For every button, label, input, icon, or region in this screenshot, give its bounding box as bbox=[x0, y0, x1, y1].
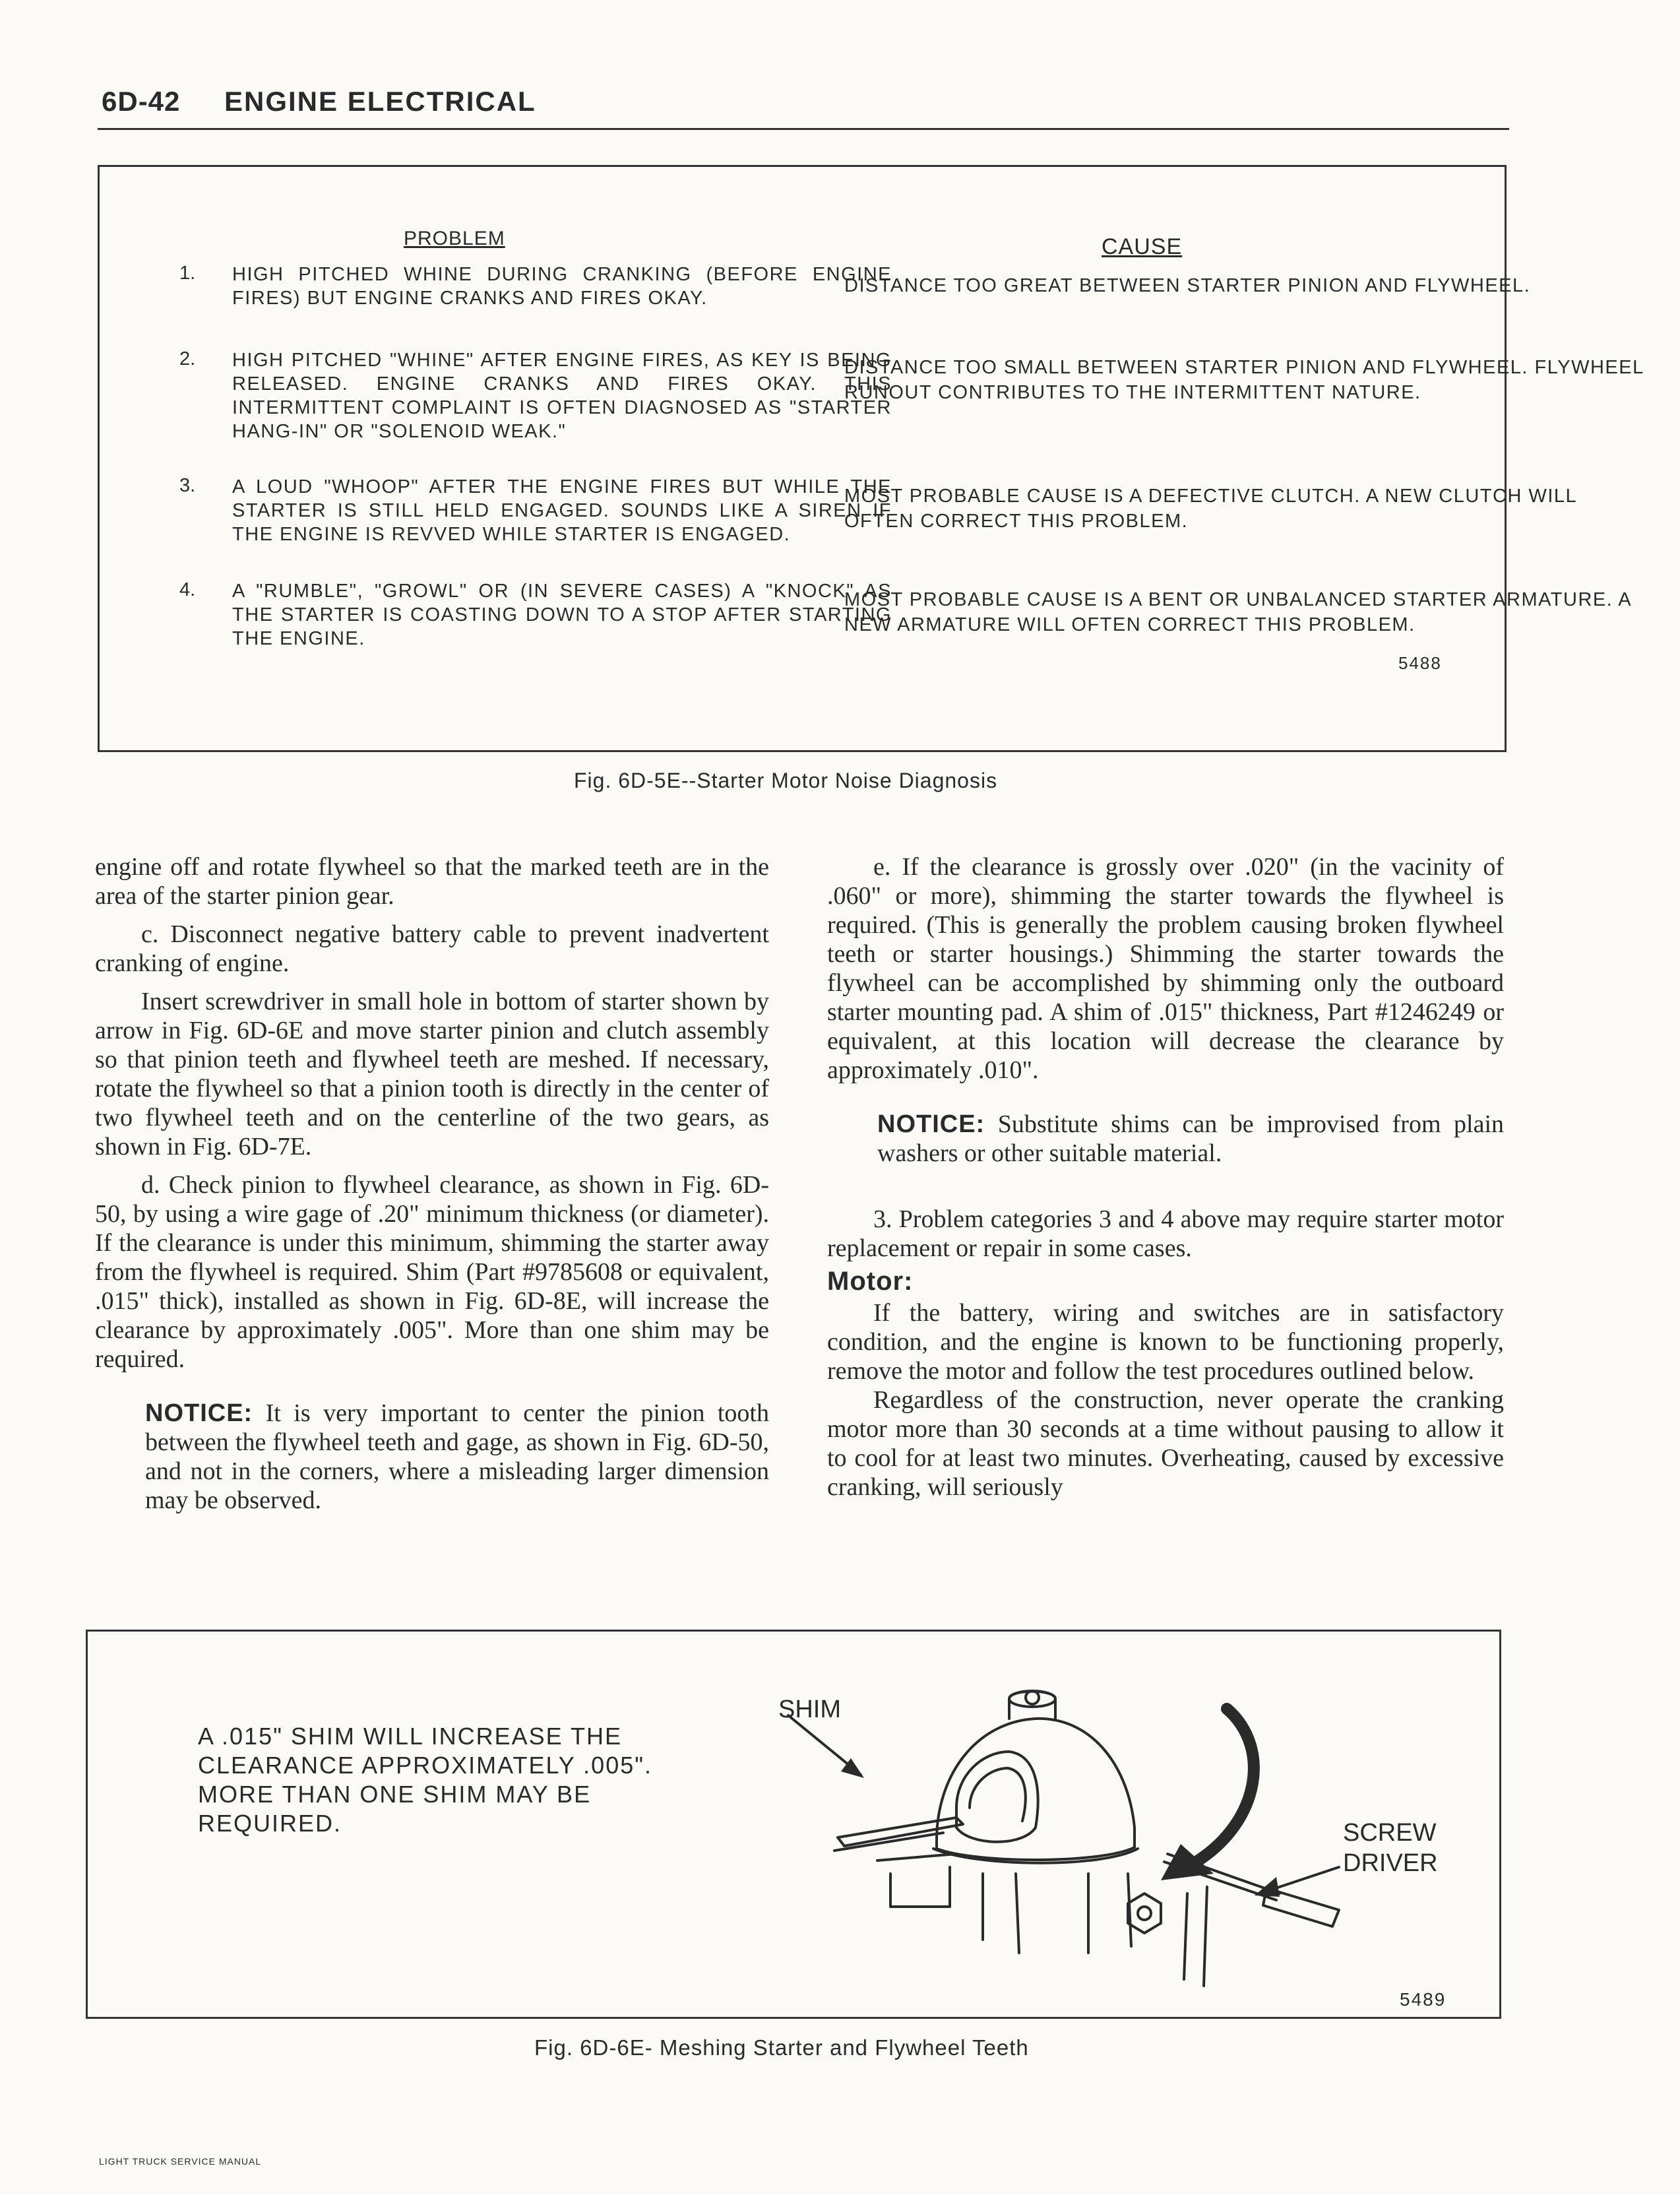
section-title: ENGINE ELECTRICAL bbox=[224, 86, 536, 117]
problem-heading: PROBLEM bbox=[404, 228, 505, 249]
rotation-arrow bbox=[1187, 1709, 1254, 1867]
paragraph: c. Disconnect negative battery cable to prevent inadvertent cranking of engine. bbox=[95, 920, 769, 977]
paragraph: Regardless of the construction, never operate the cranking motor more than 30 seconds at a time without pausing to allow it to cool for at least two minutes. Overheating, caused by excessive cranking, will seriously bbox=[827, 1386, 1504, 1501]
paragraph: If the battery, wiring and switches are in satisfactory condition, and the engine is known to be functioning properly, remove the motor and follow the test procedures outlined below. bbox=[827, 1299, 1504, 1385]
figure-code: 5489 bbox=[1400, 1989, 1447, 2010]
page-number: 6D-42 bbox=[102, 86, 181, 117]
notice-text: It is very important to center the pinion tooth between the flywheel teeth and gage, as shown in Fig. 6D-50, and not in the corners, where a misleading larger dimension may be observed. bbox=[145, 1399, 769, 1514]
paragraph: e. If the clearance is grossly over .020" (in the vacinity of .060" or more), shimming the starter towards the flywheel is required. (This is generally the problem causing broken flywheel teeth or starter housings.) Shimming the starter towards the flywheel can be accomplished by shimming only the outboard starter mounting pad. A shim of .015" thickness, Part #1246249 or equivalent, at this location will decrease the clearance by approximately .010". bbox=[827, 853, 1504, 1084]
motor-heading: Motor: bbox=[827, 1267, 914, 1296]
notice bbox=[95, 1399, 769, 1515]
figure-caption: Fig. 6D-6E- Meshing Starter and Flywheel Teeth bbox=[534, 2035, 1029, 2060]
base-flange bbox=[877, 1854, 956, 1861]
notice-label: NOTICE: bbox=[145, 1399, 253, 1427]
terminal-hole bbox=[1026, 1691, 1039, 1704]
cause-text: DISTANCE TOO SMALL BETWEEN STARTER PINION AND FLYWHEEL. FLYWHEEL RUNOUT CONTRIBUTES TO THE INTERMITTENT NATURE. bbox=[844, 357, 1644, 403]
header-rule bbox=[98, 128, 1509, 130]
left-column bbox=[95, 852, 769, 1515]
paragraph: engine off and rotate flywheel so that the marked teeth are in the area of the starter pinion gear. bbox=[95, 853, 769, 910]
cause-text: MOST PROBABLE CAUSE IS A DEFECTIVE CLUTCH. A NEW CLUTCH WILL OFTEN CORRECT THIS PROBLEM. bbox=[844, 486, 1577, 532]
notice bbox=[827, 1110, 1504, 1168]
notice-label: NOTICE: bbox=[877, 1110, 985, 1138]
cause-heading: CAUSE bbox=[1102, 234, 1183, 259]
paragraph: Insert screwdriver in small hole in bottom of starter shown by arrow in Fig. 6D-6E and move starter pinion and clutch assembly so that pinion teeth and flywheel teeth are meshed. If necessary, rotate the flywheel so that a pinion tooth is directly in the center of two flywheel teeth and on the centerline of the two gears, as shown in Fig. 6D-7E. bbox=[95, 988, 769, 1161]
screwdriver-label-line: DRIVER bbox=[1343, 1849, 1438, 1877]
window-inner bbox=[970, 1768, 1026, 1821]
leg bbox=[1204, 1887, 1207, 1986]
starter-housing bbox=[937, 1719, 1135, 1860]
problem-number: 3. bbox=[179, 475, 196, 496]
leg bbox=[1184, 1893, 1187, 1979]
right-column bbox=[827, 852, 1504, 1502]
leg bbox=[1016, 1874, 1019, 1953]
paragraph: 3. Problem categories 3 and 4 above may require starter motor replacement or repair in some cases. bbox=[827, 1205, 1504, 1262]
problem-text: A "RUMBLE", "GROWL" OR (IN SEVERE CASES) A "KNOCK" AS THE STARTER IS COASTING DOWN TO A STOP AFTER STARTING THE ENGINE. bbox=[232, 581, 892, 649]
problem-number: 4. bbox=[179, 579, 196, 600]
problem-text: A LOUD "WHOOP" AFTER THE ENGINE FIRES BUT WHILE THE STARTER IS STILL HELD ENGAGED. SOUNDS LIKE A SIREN IF THE ENGINE IS REVVED WHILE STARTER IS ENGAGED. bbox=[232, 476, 892, 545]
figure-noise-diagnosis-box bbox=[98, 165, 1507, 752]
starter-drawing bbox=[759, 1676, 1352, 2012]
problem-text: HIGH PITCHED WHINE DURING CRANKING (BEFORE ENGINE FIRES) BUT ENGINE CRANKS AND FIRES OKAY. bbox=[232, 264, 892, 309]
shim-plate bbox=[838, 1818, 963, 1846]
figure-code: 5488 bbox=[1398, 653, 1442, 673]
shim-label: SHIM bbox=[778, 1696, 841, 1723]
paragraph: d. Check pinion to flywheel clearance, as shown in Fig. 6D-50, by using a wire gage of .20" minimum thickness (or diameter). If the clearance is under this minimum, shimming the starter away from the flywheel is required. Shim (Part #9785608 or equivalent, .015" thick), installed as shown in Fig. 6D-8E, will increase the clearance by approximately .005". More than one shim may be required. bbox=[95, 1171, 769, 1373]
figure-caption: Fig. 6D-5E--Starter Motor Noise Diagnosis bbox=[574, 769, 998, 792]
cause-text: DISTANCE TOO GREAT BETWEEN STARTER PINION AND FLYWHEEL. bbox=[844, 275, 1531, 296]
hex-bolt bbox=[1128, 1893, 1161, 1933]
problem-number: 2. bbox=[179, 348, 196, 369]
problem-number: 1. bbox=[179, 263, 196, 284]
shim-note: A .015" SHIM WILL INCREASE THE CLEARANCE APPROXIMATELY .005". MORE THAN ONE SHIM MAY BE REQUIRED. bbox=[198, 1723, 653, 1837]
footer: LIGHT TRUCK SERVICE MANUAL bbox=[99, 2156, 262, 2167]
bolt-center bbox=[1138, 1907, 1151, 1920]
problem-text: HIGH PITCHED "WHINE" AFTER ENGINE FIRES, AS KEY IS BEING RELEASED. ENGINE CRANKS AND FIRES OKAY. THIS INTERMITTENT COMPLAINT IS OFTEN DIAGNOSED AS "STARTER HANG-IN" OR "SOLENOID WEAK." bbox=[232, 350, 892, 442]
screwdriver-label bbox=[1343, 1818, 1438, 1878]
screwdriver-label-line: SCREW bbox=[1343, 1819, 1437, 1847]
cause-text: MOST PROBABLE CAUSE IS A BENT OR UNBALANCED STARTER ARMATURE. A NEW ARMATURE WILL OFTEN CORRECT THIS PROBLEM. bbox=[844, 589, 1631, 635]
notice-text: Substitute shims can be improvised from plain washers or other suitable material. bbox=[877, 1110, 1505, 1167]
base-block bbox=[890, 1867, 950, 1907]
